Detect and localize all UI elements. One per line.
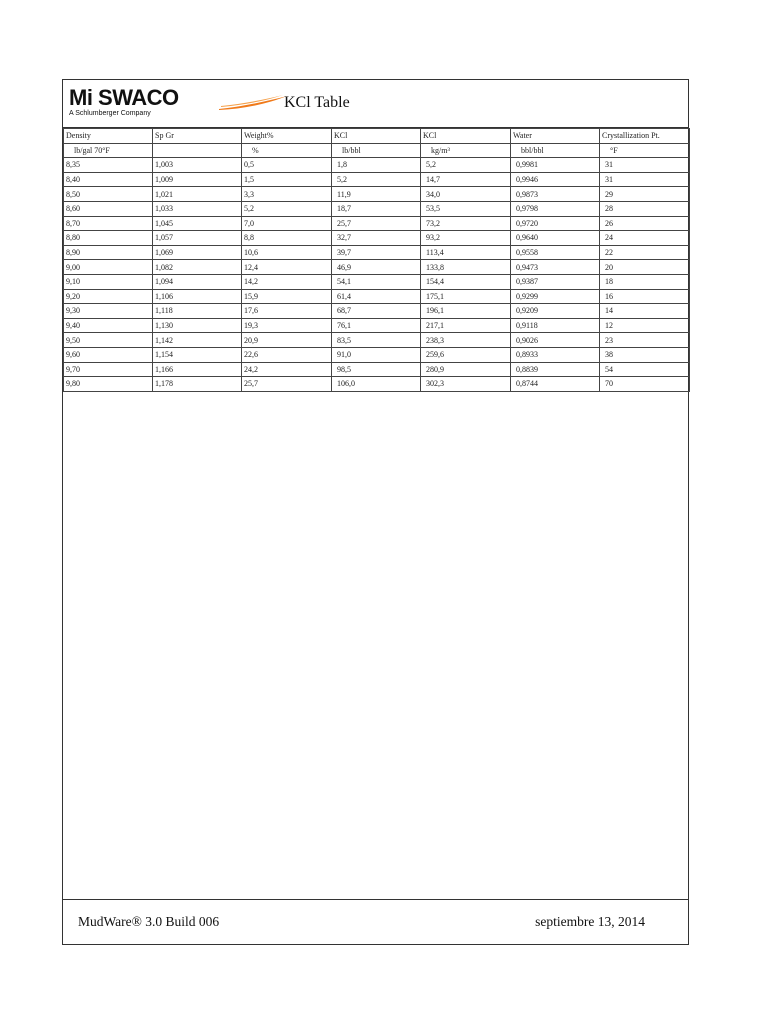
- unit-label: kg/m³: [421, 143, 511, 158]
- table-cell: 196,1: [421, 304, 511, 319]
- unit-label: °F: [600, 143, 690, 158]
- table-cell: 3,3: [242, 187, 332, 202]
- table-cell: 9,30: [64, 304, 153, 319]
- table-cell: 9,70: [64, 362, 153, 377]
- table-cell: 93,2: [421, 231, 511, 246]
- table-cell: 0,9026: [511, 333, 600, 348]
- column-header: Crystallization Pt.: [600, 129, 690, 144]
- table-cell: 31: [600, 158, 690, 173]
- table-cell: 23: [600, 333, 690, 348]
- table-cell: 5,2: [332, 172, 421, 187]
- table-cell: 12,4: [242, 260, 332, 275]
- page-title: KCl Table: [284, 94, 350, 111]
- table-cell: 8,80: [64, 231, 153, 246]
- table-cell: 1,118: [153, 304, 242, 319]
- table-cell: 29: [600, 187, 690, 202]
- table-cell: 0,9873: [511, 187, 600, 202]
- column-header: KCl: [421, 129, 511, 144]
- unit-label: bbl/bbl: [511, 143, 600, 158]
- table-cell: 18,7: [332, 201, 421, 216]
- table-cell: 38: [600, 347, 690, 362]
- table-cell: 8,40: [64, 172, 153, 187]
- table-cell: 22,6: [242, 347, 332, 362]
- table-cell: 76,1: [332, 318, 421, 333]
- table-cell: 9,10: [64, 274, 153, 289]
- software-version: MudWare® 3.0 Build 006: [78, 914, 220, 929]
- table-cell: 20,9: [242, 333, 332, 348]
- table-cell: 1,166: [153, 362, 242, 377]
- kcl-table: [63, 128, 690, 392]
- page-frame: [62, 79, 689, 945]
- table-cell: 34,0: [421, 187, 511, 202]
- table-cell: 217,1: [421, 318, 511, 333]
- table-cell: 10,6: [242, 245, 332, 260]
- table-cell: 24,2: [242, 362, 332, 377]
- table-cell: 98,5: [332, 362, 421, 377]
- table-cell: 46,9: [332, 260, 421, 275]
- table-cell: 53,5: [421, 201, 511, 216]
- table-cell: 26: [600, 216, 690, 231]
- table-cell: 7,0: [242, 216, 332, 231]
- table-cell: 54: [600, 362, 690, 377]
- table-cell: 17,6: [242, 304, 332, 319]
- table-cell: 22: [600, 245, 690, 260]
- table-cell: 259,6: [421, 347, 511, 362]
- table-cell: 1,033: [153, 201, 242, 216]
- table-cell: 106,0: [332, 377, 421, 392]
- table-cell: 8,60: [64, 201, 153, 216]
- table-row: [64, 362, 690, 377]
- table-cell: 0,8744: [511, 377, 600, 392]
- table-cell: 0,8839: [511, 362, 600, 377]
- table-cell: 9,80: [64, 377, 153, 392]
- table-cell: 302,3: [421, 377, 511, 392]
- table-row: [64, 347, 690, 362]
- table-cell: 68,7: [332, 304, 421, 319]
- table-row: [64, 187, 690, 202]
- table-cell: 238,3: [421, 333, 511, 348]
- table-row: [64, 201, 690, 216]
- table-row: [64, 231, 690, 246]
- table-cell: 61,4: [332, 289, 421, 304]
- table-cell: 31: [600, 172, 690, 187]
- table-cell: 8,70: [64, 216, 153, 231]
- column-header: Weight%: [242, 129, 332, 144]
- table-cell: 54,1: [332, 274, 421, 289]
- table-cell: 24: [600, 231, 690, 246]
- table-row: [64, 304, 690, 319]
- table-cell: 16: [600, 289, 690, 304]
- column-header-row: [64, 129, 690, 144]
- table-cell: 1,5: [242, 172, 332, 187]
- company-logo: [69, 87, 283, 121]
- table-cell: 0,9946: [511, 172, 600, 187]
- table-cell: 0,5: [242, 158, 332, 173]
- table-cell: 73,2: [421, 216, 511, 231]
- table-cell: 1,130: [153, 318, 242, 333]
- table-cell: 9,60: [64, 347, 153, 362]
- table-cell: 8,90: [64, 245, 153, 260]
- column-header: Sp Gr: [153, 129, 242, 144]
- column-header: KCl: [332, 129, 421, 144]
- table-cell: 0,9299: [511, 289, 600, 304]
- unit-label: lb/bbl: [332, 143, 421, 158]
- table-body: [64, 158, 690, 392]
- table-cell: 1,069: [153, 245, 242, 260]
- table-cell: 1,082: [153, 260, 242, 275]
- table-cell: 32,7: [332, 231, 421, 246]
- table-row: [64, 289, 690, 304]
- table-cell: 14: [600, 304, 690, 319]
- table-cell: 12: [600, 318, 690, 333]
- units-row: [64, 143, 690, 158]
- table-cell: 113,4: [421, 245, 511, 260]
- table-cell: 5,2: [421, 158, 511, 173]
- table-cell: 1,057: [153, 231, 242, 246]
- column-header: Water: [511, 129, 600, 144]
- table-cell: 0,9798: [511, 201, 600, 216]
- table-cell: 39,7: [332, 245, 421, 260]
- table-cell: 25,7: [332, 216, 421, 231]
- table-row: [64, 216, 690, 231]
- table-cell: 1,178: [153, 377, 242, 392]
- table-cell: 175,1: [421, 289, 511, 304]
- unit-label: [153, 143, 242, 158]
- table-cell: 83,5: [332, 333, 421, 348]
- table-cell: 70: [600, 377, 690, 392]
- swoosh-icon: [219, 95, 287, 111]
- report-date: septiembre 13, 2014: [535, 914, 645, 929]
- table-row: [64, 377, 690, 392]
- table-cell: 280,9: [421, 362, 511, 377]
- table-row: [64, 260, 690, 275]
- table-row: [64, 274, 690, 289]
- table-cell: 5,2: [242, 201, 332, 216]
- table-row: [64, 318, 690, 333]
- table-cell: 0,9473: [511, 260, 600, 275]
- table-cell: 1,003: [153, 158, 242, 173]
- table-cell: 28: [600, 201, 690, 216]
- table-cell: 19,3: [242, 318, 332, 333]
- table-cell: 14,2: [242, 274, 332, 289]
- table-cell: 133,8: [421, 260, 511, 275]
- unit-label: %: [242, 143, 332, 158]
- table-cell: 9,40: [64, 318, 153, 333]
- table-cell: 0,9720: [511, 216, 600, 231]
- table-cell: 11,9: [332, 187, 421, 202]
- table-cell: 8,35: [64, 158, 153, 173]
- table-row: [64, 333, 690, 348]
- table-cell: 9,20: [64, 289, 153, 304]
- table-cell: 18: [600, 274, 690, 289]
- table-cell: 0,9118: [511, 318, 600, 333]
- table-cell: 1,106: [153, 289, 242, 304]
- table-cell: 1,045: [153, 216, 242, 231]
- table-cell: 9,50: [64, 333, 153, 348]
- table-row: [64, 245, 690, 260]
- table-cell: 0,9981: [511, 158, 600, 173]
- table-cell: 1,142: [153, 333, 242, 348]
- report-footer: [63, 899, 688, 945]
- table-cell: 0,9387: [511, 274, 600, 289]
- table-cell: 25,7: [242, 377, 332, 392]
- table-cell: 1,094: [153, 274, 242, 289]
- table-cell: 8,8: [242, 231, 332, 246]
- table-cell: 154,4: [421, 274, 511, 289]
- unit-label: lb/gal 70°F: [64, 143, 153, 158]
- table-cell: 20: [600, 260, 690, 275]
- table-cell: 1,8: [332, 158, 421, 173]
- table-row: [64, 172, 690, 187]
- table-cell: 91,0: [332, 347, 421, 362]
- logo-subtitle: A Schlumberger Company: [69, 110, 151, 117]
- report-header: [63, 80, 688, 128]
- table-cell: 0,9209: [511, 304, 600, 319]
- table-cell: 1,009: [153, 172, 242, 187]
- table-cell: 8,50: [64, 187, 153, 202]
- table-cell: 0,9640: [511, 231, 600, 246]
- table-cell: 1,154: [153, 347, 242, 362]
- table-cell: 0,9558: [511, 245, 600, 260]
- table-cell: 9,00: [64, 260, 153, 275]
- table-cell: 15,9: [242, 289, 332, 304]
- table-cell: 1,021: [153, 187, 242, 202]
- table-cell: 14,7: [421, 172, 511, 187]
- table-cell: 0,8933: [511, 347, 600, 362]
- logo-wordmark: Mi SWACO: [69, 85, 179, 110]
- column-header: Density: [64, 129, 153, 144]
- table-row: [64, 158, 690, 173]
